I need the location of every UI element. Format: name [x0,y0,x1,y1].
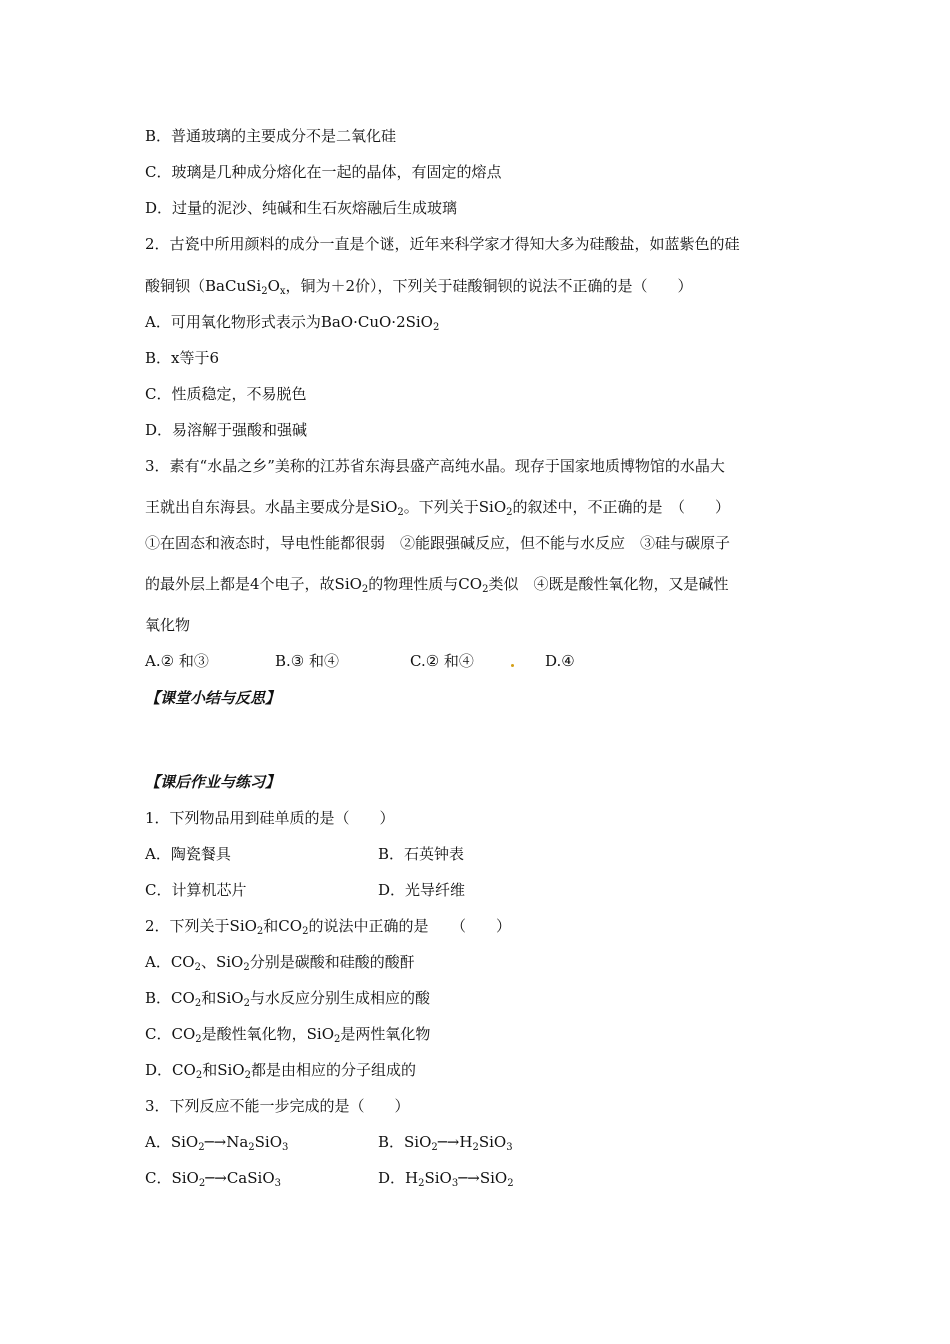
stray-mark [511,664,514,667]
hw-q2-option-a: A．$CO_2$、SiO$_2$分别是碳酸和硅酸的酸酐 [145,953,415,973]
q3-statement-line2: 的最外层上都是4个电子，故SiO$_2$的物理性质与$CO_2$类似 ④既是酸性氧化物，又是碱性 [145,575,729,595]
hw-q3-option-d: D．$H_2SiO_3─\to SiO_2$ [378,1169,514,1189]
hw-q3-option-a: A．$SiO_2─\to Na_2SiO_3$ [145,1133,289,1153]
section-homework-heading: 【课后作业与练习】 [145,773,281,791]
q2-option-a: A．可用氧化物形式表示为BaO·CuO·2SiO$_2$ [145,313,440,333]
q3-stem-line2: 王就出自东海县。水晶主要成分是SiO$_2$。下列关于SiO$_2$的叙述中，不正确的是 （ ） [145,498,731,518]
q3-option-c: C.② 和④ [410,652,474,670]
q1-option-c: C．玻璃是几种成分熔化在一起的晶体，有固定的熔点 [145,163,502,181]
hw-q1-option-a: A．陶瓷餐具 [145,845,231,863]
q1-option-d: D．过量的泥沙、纯碱和生石灰熔融后生成玻璃 [145,199,458,217]
hw-q1-options-row2 [145,880,466,900]
hw-q3-option-b: B．$SiO_2─\to H_2SiO_3$ [378,1133,513,1153]
hw-q1-option-c: C．计算机芯片 [145,881,247,899]
q3-statement-line3: 氧化物 [145,616,191,634]
hw-q1-stem: 1．下列物品用到硅单质的是（ ） [145,809,395,827]
q2-stem-line2: 酸铜钡（$BaCuSi_2O_x$，铜为＋2价），下列关于硅酸铜钡的说法不正确的是（ ） [145,277,693,297]
q2-stem-line1: 2．古瓷中所用颜料的成分一直是个谜，近年来科学家才得知大多为硅酸盐，如蓝紫色的硅 [145,235,740,253]
hw-q3-stem: 3．下列反应不能一步完成的是（ ） [145,1097,410,1115]
hw-q2-option-b: B．$CO_2$和SiO$_2$与水反应分别生成相应的酸 [145,989,430,1009]
q3-option-b: B.③ 和④ [275,652,340,670]
q2-option-c: C．性质稳定，不易脱色 [145,385,307,403]
q3-options [145,651,575,671]
q3-statement-line1: ①在固态和液态时，导电性能都很弱 ②能跟强碱反应，但不能与水反应 ③硅与碳原子 [145,534,731,552]
q2-option-b: B．x等于6 [145,349,220,367]
q1-option-b: B．普通玻璃的主要成分不是二氧化硅 [145,127,397,145]
q3-option-a: A.② 和③ [145,652,209,670]
q3-stem-line1: 3．素有“水晶之乡”美称的江苏省东海县盛产高纯水晶。现存于国家地质博物馆的水晶大 [145,457,725,475]
hw-q2-option-d: D．$CO_2$和SiO$_2$都是由相应的分子组成的 [145,1061,416,1081]
hw-q2-option-c: C．$CO_2$是酸性氧化物，SiO$_2$是两性氧化物 [145,1025,431,1045]
hw-q3-option-c: C．SiO$_2$─→CaSiO$_3$ [145,1169,281,1189]
hw-q3-options-row1 [145,1132,513,1153]
section-summary-heading: 【课堂小结与反思】 [145,689,281,707]
q2-option-d: D．易溶解于强酸和强碱 [145,421,308,439]
hw-q2-stem: 2．下列关于SiO$_2$和$CO_2$的说法中正确的是 （ ） [145,917,511,937]
hw-q3-options-row2 [145,1168,514,1189]
hw-q1-option-b: B．石英钟表 [378,845,465,863]
hw-q1-option-d: D．光导纤维 [378,881,466,899]
q3-option-d: D.④ [545,652,575,670]
hw-q1-options-row1 [145,844,465,864]
